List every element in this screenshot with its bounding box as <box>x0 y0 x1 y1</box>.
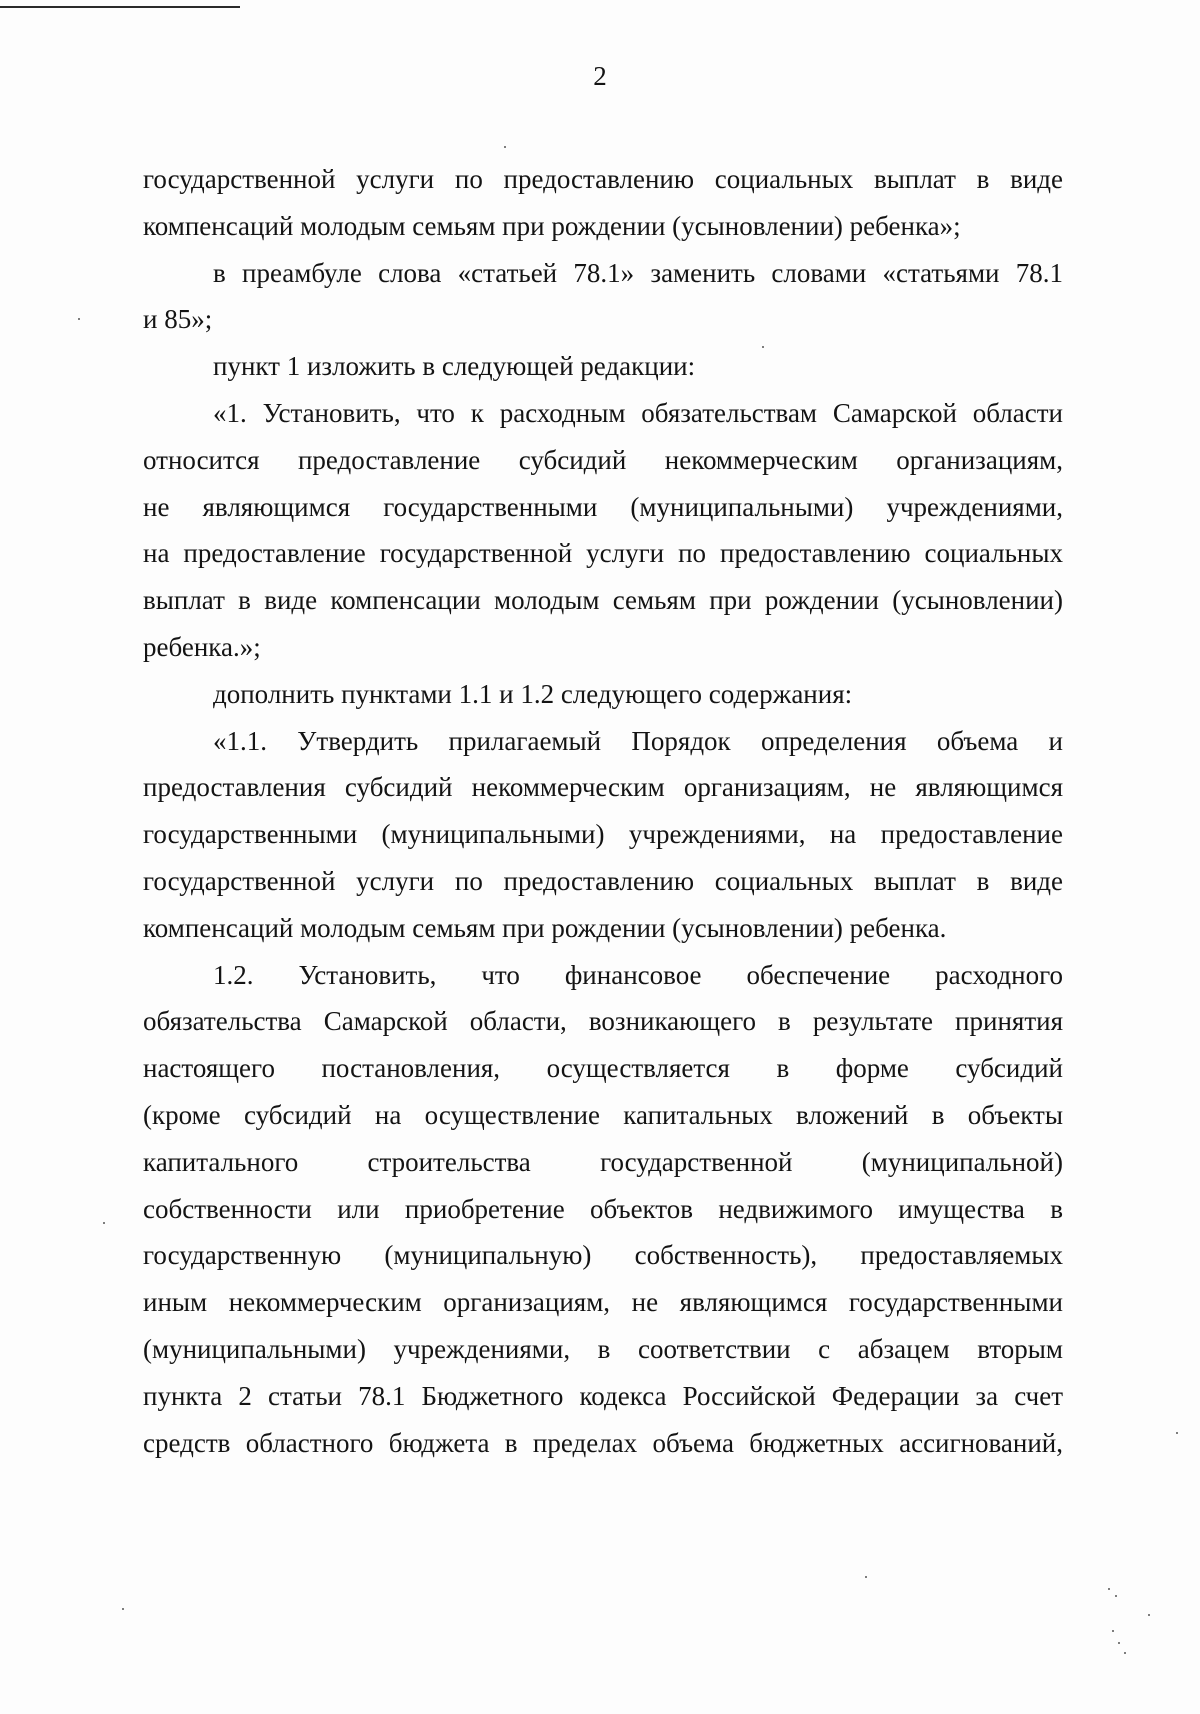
top-edge-rule <box>0 6 240 8</box>
scan-speck <box>1118 1642 1120 1644</box>
page-number: 2 <box>593 61 607 91</box>
scan-speck <box>1112 1630 1114 1632</box>
text-line: дополнить пунктами 1.1 и 1.2 следующего содержания: <box>213 678 853 709</box>
text-line: «1. Установить, что к расходным обязательствам Самарской области <box>213 397 1063 428</box>
text-line: государственными (муниципальными) учреждениями, на предоставление <box>143 819 1063 850</box>
paragraph-item1-2 <box>143 952 1063 1467</box>
paragraph-item1-intro <box>143 343 1063 390</box>
text-line: государственную (муниципальную) собственность), предоставляемых <box>143 1240 1063 1271</box>
text-line: (муниципальными) учреждениями, в соответствии с абзацем вторым <box>143 1333 1063 1364</box>
text-line: средств областного бюджета в пределах объема бюджетных ассигнований, <box>143 1427 1063 1458</box>
text-line: (кроме субсидий на осуществление капитальных вложений в объекты <box>143 1099 1063 1130</box>
text-line: компенсаций молодым семьям при рождении (усыновлении) ребенка»; <box>143 210 961 241</box>
scan-speck <box>762 346 764 348</box>
scan-speck <box>1148 1614 1150 1616</box>
text-line: в преамбуле слова «статьей 78.1» заменить словами «статьями 78.1 <box>213 257 1063 288</box>
scan-speck <box>1108 1588 1110 1590</box>
text-line: компенсаций молодым семьям при рождении (усыновлении) ребенка. <box>143 912 947 943</box>
scan-speck <box>1115 1595 1117 1597</box>
text-line: на предоставление государственной услуги по предоставлению социальных <box>143 538 1063 569</box>
document-body <box>143 156 1063 1466</box>
text-line: государственной услуги по предоставлению социальных выплат в виде <box>143 164 1063 194</box>
text-line: настоящего постановления, осуществляется в форме субсидий <box>143 1053 1063 1084</box>
text-line: собственности или приобретение объектов недвижимого имущества в <box>143 1193 1063 1224</box>
scan-speck <box>78 318 80 320</box>
text-line: пункт 1 изложить в следующей редакции: <box>213 351 696 382</box>
paragraph-item1-text <box>143 390 1063 671</box>
scan-speck <box>1124 1652 1126 1654</box>
text-line: предоставления субсидий некоммерческим организациям, не являющимся <box>143 772 1063 803</box>
scan-speck <box>122 1608 124 1610</box>
text-line: пункта 2 статьи 78.1 Бюджетного кодекса Российской Федерации за счет <box>143 1380 1063 1411</box>
scan-speck <box>1176 1432 1178 1434</box>
text-line: 1.2. Установить, что финансовое обеспечение расходного <box>213 959 1063 990</box>
text-line: иным некоммерческим организациям, не являющимся государственными <box>143 1287 1063 1318</box>
text-line: не являющимся государственными (муниципальными) учреждениями, <box>143 491 1063 522</box>
text-line: государственной услуги по предоставлению социальных выплат в виде <box>143 865 1063 896</box>
paragraph-add-items-intro <box>143 671 1063 718</box>
text-line: относится предоставление субсидий некоммерческим организациям, <box>143 444 1063 475</box>
paragraph-item1-1 <box>143 718 1063 952</box>
paragraph-preamble-amendment <box>143 250 1063 344</box>
scan-speck <box>504 146 506 148</box>
scan-speck <box>103 1222 105 1224</box>
text-line: ребенка.»; <box>143 631 261 662</box>
text-line: обязательства Самарской области, возникающего в результате принятия <box>143 1006 1063 1037</box>
text-line: «1.1. Утвердить прилагаемый Порядок определения объема и <box>213 725 1063 756</box>
text-line: капитального строительства государственной (муниципальной) <box>143 1146 1063 1177</box>
paragraph-continuation <box>143 156 1063 250</box>
text-line: и 85»; <box>143 304 213 335</box>
scan-speck <box>865 1576 867 1578</box>
text-line: выплат в виде компенсации молодым семьям при рождении (усыновлении) <box>143 585 1063 616</box>
